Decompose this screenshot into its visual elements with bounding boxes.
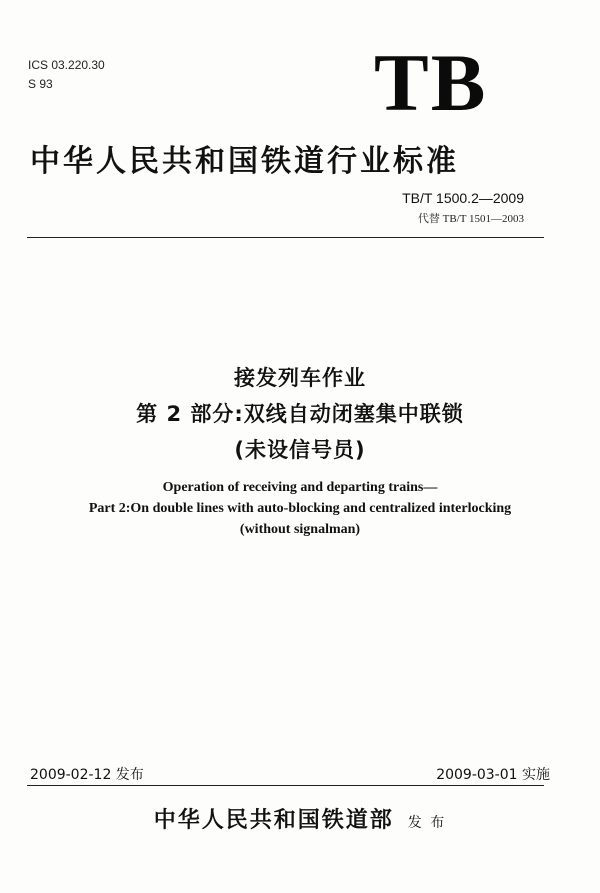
en-title-line-1: Operation of receiving and departing trains— (162, 480, 438, 495)
footer-divider (27, 785, 544, 786)
classification-block (28, 56, 105, 94)
ics-code: ICS 03.220.30 (28, 58, 105, 72)
tb-logo: TB (374, 37, 488, 128)
cn-title-line-3: (未设信号员) (234, 438, 366, 462)
standard-number: TB/T 1500.2—2009 (402, 190, 524, 206)
implementation-date: 2009-03-01 实施 (436, 767, 550, 783)
ccs-code: S 93 (28, 77, 53, 91)
header-divider (27, 237, 544, 238)
issuer-line (0, 803, 600, 834)
cn-title-line-2: 第 2 部分:双线自动闭塞集中联锁 (136, 402, 464, 426)
issuer-suffix: 发 布 (407, 815, 447, 831)
en-title-line-3: (without signalman) (239, 522, 361, 537)
en-title-line-2: Part 2:On double lines with auto-blocking and centralized interlocking (88, 501, 512, 516)
issue-date: 2009-02-12 发布 (30, 767, 144, 783)
standard-category-title: 中华人民共和国铁道行业标准 (30, 144, 459, 179)
issuer-name: 中华人民共和国铁道部 (153, 808, 394, 833)
cn-title-line-1: 接发列车作业 (234, 366, 366, 390)
replaces-standard: 代替 TB/T 1501—2003 (417, 213, 524, 225)
